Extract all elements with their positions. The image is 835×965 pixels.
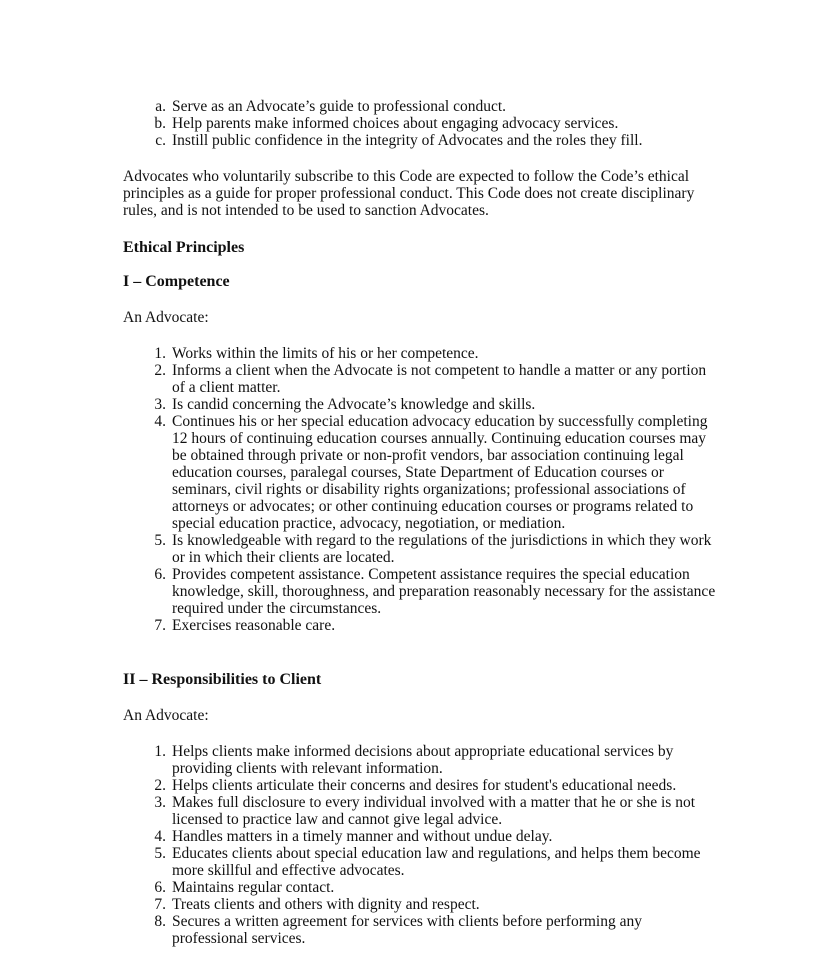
list-item-text: Maintains regular contact. [172,879,335,896]
list-item-text: Continues his or her special education advocacy education by successfully completing 12 hours of continuing education courses annually. Continuing education courses may be obtained through private or non-profit vendors, bar association continuing legal education courses, paralegal courses, State Department of Education courses or seminars, civil rights or disability rights organizations; professional associations of attorneys or advocates; or other continuing education courses or programs related to special education practice, advocacy, negotiation, or mediation. [172,413,708,532]
list-item [0,828,717,845]
list-marker: 2. [154,362,166,379]
list-marker: 1. [154,743,166,760]
list-item-text: Is knowledgeable with regard to the regulations of the jurisdictions in which they work or in which their clients are located. [172,532,712,566]
list-marker: b. [154,115,166,132]
list-item-text: Informs a client when the Advocate is not competent to handle a matter or any portion of a client matter. [172,362,707,396]
list-item [0,132,717,149]
list-item-text: Instill public confidence in the integrity of Advocates and the roles they fill. [172,132,643,149]
competence-list [0,345,717,634]
list-item-text: Helps clients articulate their concerns and desires for student's educational needs. [172,777,677,794]
list-item-text: Works within the limits of his or her competence. [172,345,479,362]
list-item-text: Secures a written agreement for services with clients before performing any professional services. [172,913,642,947]
list-item [0,617,717,634]
list-marker: 7. [154,617,166,634]
list-item [0,566,717,617]
list-item-text: Handles matters in a timely manner and without undue delay. [172,828,553,845]
list-marker: 5. [154,532,166,549]
list-marker: 4. [154,413,166,430]
list-item-text: Helps clients make informed decisions about appropriate educational services by providing clients with relevant information. [172,743,674,777]
list-item-text: Provides competent assistance. Competent assistance requires the special education knowledge, skill, thoroughness, and preparation reasonably necessary for the assistance required under the circumstances. [172,566,716,617]
lead-in: An Advocate: [123,309,209,326]
list-marker: 1. [154,345,166,362]
list-item [0,743,717,777]
list-item [0,396,717,413]
list-item-text: Makes full disclosure to every individual involved with a matter that he or she is not licensed to practice law and cannot give legal advice. [172,794,696,828]
list-item [0,896,717,913]
section-heading: Ethical Principles [123,239,245,256]
section-heading: II – Responsibilities to Client [123,671,322,688]
list-item-text: Serve as an Advocate’s guide to professional conduct. [172,98,507,115]
list-item-text: Help parents make informed choices about engaging advocacy services. [172,115,619,132]
list-item [0,532,717,566]
lead-in: An Advocate: [123,707,209,724]
list-item [0,362,717,396]
purpose-list [0,98,717,149]
list-item-text: Educates clients about special education law and regulations, and helps them become more skillful and effective advocates. [172,845,701,879]
intro-paragraph: Advocates who voluntarily subscribe to this Code are expected to follow the Code’s ethical principles as a guide for proper professional conduct. This Code does not create disciplinary rules, and is not intended to be used to sanction Advocates. [123,168,695,219]
list-item-text: Exercises reasonable care. [172,617,336,634]
list-item-text: Is candid concerning the Advocate’s knowledge and skills. [172,396,536,413]
list-item [0,345,717,362]
section-heading: I – Competence [123,273,230,290]
list-marker: c. [155,132,166,149]
list-item [0,115,717,132]
list-marker: 8. [154,913,166,930]
list-item [0,913,717,947]
list-item [0,845,717,879]
list-marker: 3. [154,794,166,811]
list-item [0,777,717,794]
list-item [0,794,717,828]
list-marker: a. [155,98,166,115]
list-item [0,413,717,532]
list-marker: 4. [154,828,166,845]
list-marker: 6. [154,879,166,896]
list-marker: 6. [154,566,166,583]
list-marker: 7. [154,896,166,913]
list-item [0,879,717,896]
list-marker: 3. [154,396,166,413]
list-marker: 2. [154,777,166,794]
list-item [0,98,717,115]
list-marker: 5. [154,845,166,862]
list-item-text: Treats clients and others with dignity and respect. [172,896,480,913]
responsibilities-list [0,743,717,947]
